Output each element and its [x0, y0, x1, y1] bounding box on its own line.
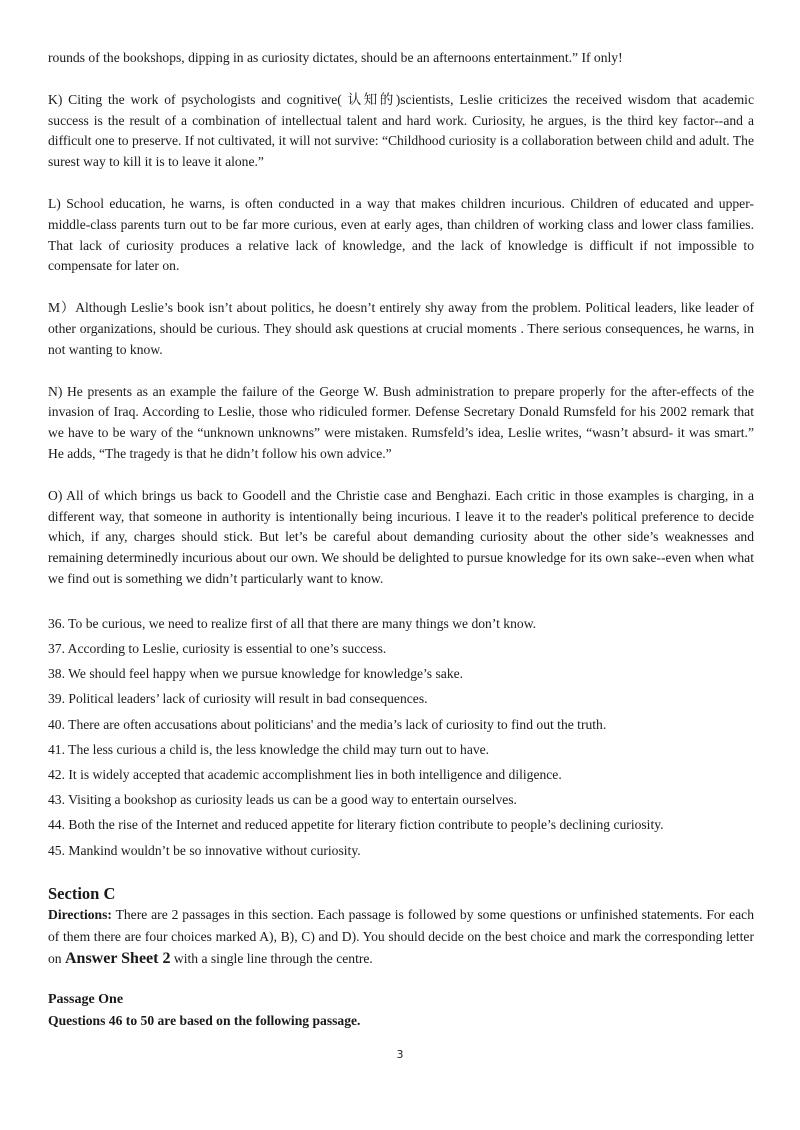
paragraph-m: M）Although Leslie’s book isn’t about politics, he doesn’t entirely shy away from the problem. Political leaders, like leader of other organizations, should be curious. They should ask questions at crucial moments . There serious consequences, he warns, in not wanting to know.: [48, 300, 754, 357]
question-45: 45. Mankind wouldn’t be so innovative without curiosity.: [48, 842, 361, 858]
passage-one-subtitle: Questions 46 to 50 are based on the following passage.: [48, 1012, 361, 1028]
question-37: 37. According to Leslie, curiosity is essential to one’s success.: [48, 640, 387, 656]
passage-continuation: rounds of the bookshops, dipping in as curiosity dictates, should be an afternoons entertainment.” If only!: [48, 50, 623, 65]
section-c-title: Section C: [48, 883, 116, 903]
question-44: 44. Both the rise of the Internet and reduced appetite for literary fiction contribute to people’s declining curiosity.: [48, 817, 664, 833]
question-38: 38. We should feel happy when we pursue knowledge for knowledge’s sake.: [48, 666, 464, 682]
directions-text: There are 2 passages in this section. Each passage is followed by some questions or unfinished statements. For each of them there are four choices marked A), B), C) and D). You should decide on the best choice and mark the corresponding letter on: [48, 906, 754, 966]
answer-sheet-label: Answer Sheet 2: [65, 949, 171, 967]
question-42: 42. It is widely accepted that academic accomplishment lies in both intelligence and diligence.: [48, 766, 562, 782]
question-list: [48, 611, 754, 863]
section-c-directions: [48, 904, 754, 970]
question-40: 40. There are often accusations about politicians' and the media’s lack of curiosity to find out the truth.: [48, 716, 607, 732]
paragraph-n: N) He presents as an example the failure of the George W. Bush administration to prepare properly for the after-effects of the invasion of Iraq. According to Leslie, those who ridiculed former. Defense Secretary Donald Rumsfeld for his 2002 remark that we have to be wary of the “unknown unknowns” were mistaken. Rumsfeld’s idea, Leslie writes, “wasn’t absurd- it was smart.” He adds, “The tragedy is that he didn’t follow his own advice.”: [48, 383, 754, 461]
question-41: 41. The less curious a child is, the less knowledge the child may turn out to have.: [48, 741, 490, 757]
page-number: 3: [396, 1048, 404, 1061]
question-43: 43. Visiting a bookshop as curiosity leads us can be a good way to entertain ourselves.: [48, 792, 517, 808]
paragraph-k: K) Citing the work of psychologists and cognitive( 认知的)scientists, Leslie criticizes the received wisdom that academic success is the result of a combination of intellectual talent and hard work. Curiosity, he argues, is the third key factor--and a difficult one to preserve. If not cultivated, it will not survive: “Childhood curiosity is a collaboration between child and adult. The surest way to kill it is to leave it alone.”: [48, 91, 754, 170]
question-39: 39. Political leaders’ lack of curiosity will result in bad consequences.: [48, 691, 428, 707]
directions-tail: with a single line through the centre.: [170, 950, 373, 966]
paragraph-l: L) School education, he warns, is often conducted in a way that makes children incurious. Children of educated and upper-middle-class parents turn out to be far more curious, even at early ages, than children of working class and lower class families. That lack of curiosity produces a relative lack of knowledge, and the lack of knowledge is difficult if not impossible to compensate for later on.: [48, 195, 754, 274]
passage-one-title: Passage One: [48, 991, 124, 1007]
paragraph-o: O) All of which brings us back to Goodell and the Christie case and Benghazi. Each critic in those examples is charging, in a different way, that someone in authority is intentionally being incurious. I leave it to the reader's political preference to decide which, if any, charges should stick. But let’s be careful about demanding curiosity about the other side’s weaknesses and remaining determinedly incurious about our own. We should be delighted to pursue knowledge for its own sake--even when what we find out is something we didn’t particularly want to know.: [48, 487, 754, 586]
directions-label: Directions:: [48, 906, 112, 922]
document-page: [48, 48, 754, 1031]
question-36: 36. To be curious, we need to realize first of all that there are many things we don’t know.: [48, 615, 537, 631]
